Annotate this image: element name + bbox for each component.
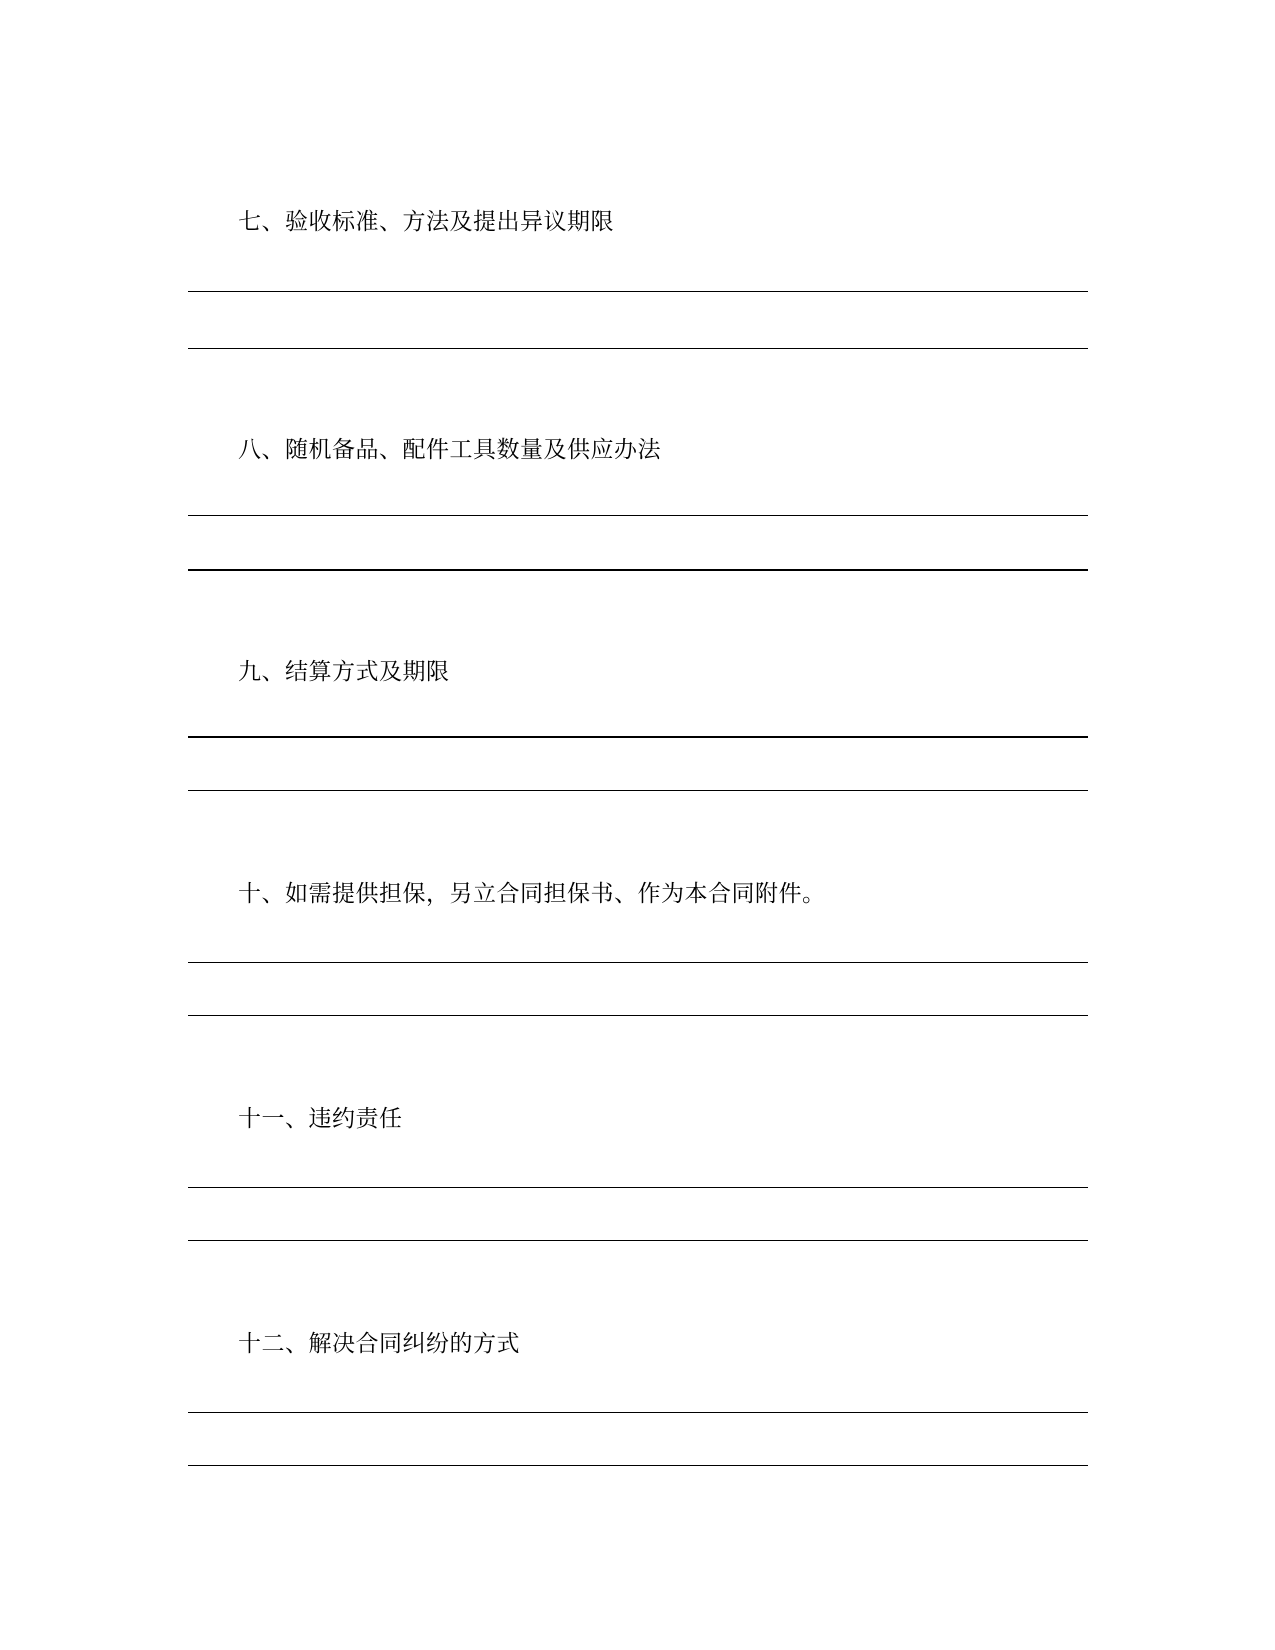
- blank-line: [188, 291, 1088, 292]
- blank-line: [188, 1015, 1088, 1016]
- blank-line: [188, 1187, 1088, 1188]
- blank-line: [188, 569, 1088, 571]
- blank-line: [188, 962, 1088, 963]
- blank-line: [188, 1412, 1088, 1413]
- section-heading-8: 八、随机备品、配件工具数量及供应办法: [238, 437, 661, 463]
- blank-line: [188, 790, 1088, 791]
- blank-line: [188, 1240, 1088, 1241]
- section-heading-12: 十二、解决合同纠纷的方式: [238, 1331, 520, 1357]
- blank-line: [188, 515, 1088, 516]
- section-heading-9: 九、结算方式及期限: [238, 659, 450, 685]
- section-heading-10: 十、如需提供担保，另立合同担保书、作为本合同附件。: [238, 881, 826, 907]
- blank-line: [188, 348, 1088, 349]
- section-heading-11: 十一、违约责任: [238, 1106, 403, 1132]
- blank-line: [188, 736, 1088, 738]
- blank-line: [188, 1465, 1088, 1466]
- section-heading-7: 七、验收标准、方法及提出异议期限: [238, 209, 614, 235]
